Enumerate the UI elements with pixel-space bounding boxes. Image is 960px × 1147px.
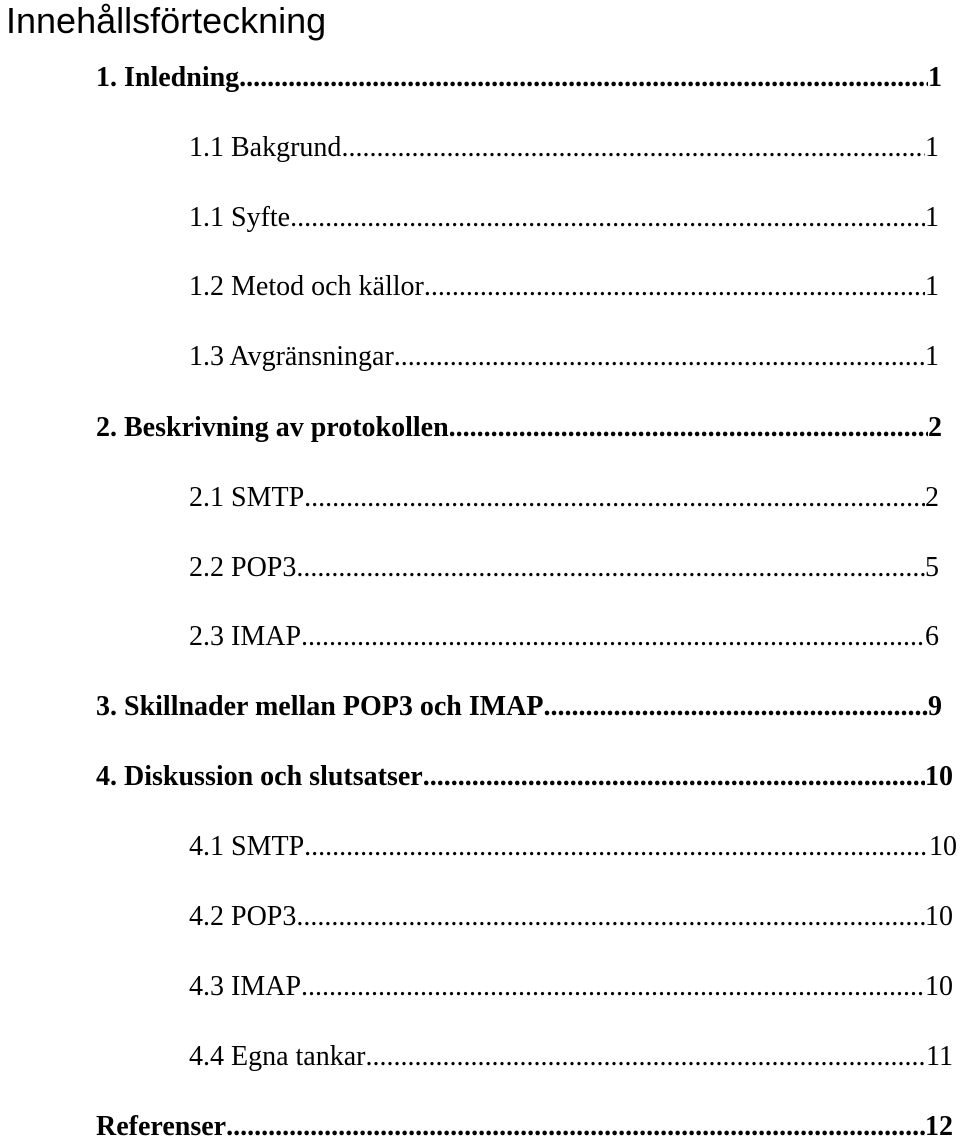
toc-entry-page: 5 [925,552,939,583]
leader-dots [296,897,925,937]
toc-entry-label: 4.4 Egna tankar [189,1041,366,1072]
toc-entry-label: 4. Diskussion och slutsatser [96,761,423,792]
toc-entry-label: 2.2 POP3 [189,552,297,583]
toc-entry-diskussion-imap[interactable] [189,967,953,1007]
leader-dots [424,267,925,307]
toc-entry-label: 4.2 POP3 [189,901,297,932]
toc-entry-page: 1 [925,202,939,233]
toc-entry-smtp[interactable] [189,478,939,518]
toc-entry-label: 1.1 Syfte [189,202,291,233]
toc-entry-page: 12 [925,1111,953,1142]
toc-entry-page: 1 [925,271,939,302]
toc-entry-page: 2 [928,412,942,443]
toc-entry-label: 1.2 Metod och källor [189,271,424,302]
toc-entry-diskussion-och-slutsatser[interactable] [96,757,953,797]
toc-entry-pop3[interactable] [189,548,939,588]
toc-entry-page: 1 [928,62,942,93]
toc-entry-label: 2.1 SMTP [189,482,305,513]
leader-dots [239,58,928,98]
toc-entry-label: 2.3 IMAP [189,621,302,652]
toc-entry-page: 1 [925,341,939,372]
toc-entry-page: 1 [925,132,939,163]
toc-title: Innehållsförteckning [6,0,327,41]
toc-entry-label: 4.1 SMTP [189,831,305,862]
leader-dots [296,548,925,588]
toc-entry-label: 4.3 IMAP [189,971,302,1002]
toc-entry-label: 1.3 Avgränsningar [189,341,394,372]
toc-entry-page: 10 [925,901,953,932]
toc-entry-page: 6 [925,621,939,652]
leader-dots [301,617,925,657]
leader-dots [226,1107,925,1147]
toc-entry-skillnader-pop3-imap[interactable] [96,687,942,727]
leader-dots [301,967,925,1007]
leader-dots [449,408,928,448]
toc-entry-referenser[interactable] [96,1107,953,1147]
toc-entry-label: 1.1 Bakgrund [189,132,342,163]
toc-entry-page: 2 [925,482,939,513]
toc-entry-metod-och-kallor[interactable] [189,267,939,307]
toc-entry-label: Referenser [96,1111,227,1142]
toc-entry-inledning[interactable] [96,58,942,98]
leader-dots [304,827,929,867]
leader-dots [304,478,925,518]
toc-entry-page: 10 [925,971,953,1002]
leader-dots [341,128,925,168]
leader-dots [394,337,925,377]
leader-dots [290,198,925,238]
toc-entry-egna-tankar[interactable] [189,1037,953,1077]
leader-dots [544,687,929,727]
toc-entry-label: 3. Skillnader mellan POP3 och IMAP [96,691,544,722]
toc-entry-page: 10 [929,831,957,862]
toc-entry-page: 11 [926,1041,953,1072]
toc-entry-avgransningar[interactable] [189,337,939,377]
toc-entry-beskrivning-av-protokollen[interactable] [96,408,942,448]
toc-entry-imap[interactable] [189,617,939,657]
leader-dots [423,757,925,797]
toc-entry-diskussion-pop3[interactable] [189,897,953,937]
toc-entry-syfte[interactable] [189,198,939,238]
toc-entry-page: 9 [928,691,942,722]
toc-entry-diskussion-smtp[interactable] [189,827,957,867]
toc-entry-label: 2. Beskrivning av protokollen [96,412,449,443]
toc-entry-page: 10 [925,761,953,792]
toc-entry-bakgrund[interactable] [189,128,939,168]
leader-dots [366,1037,927,1077]
toc-entry-label: 1. Inledning [96,62,240,93]
